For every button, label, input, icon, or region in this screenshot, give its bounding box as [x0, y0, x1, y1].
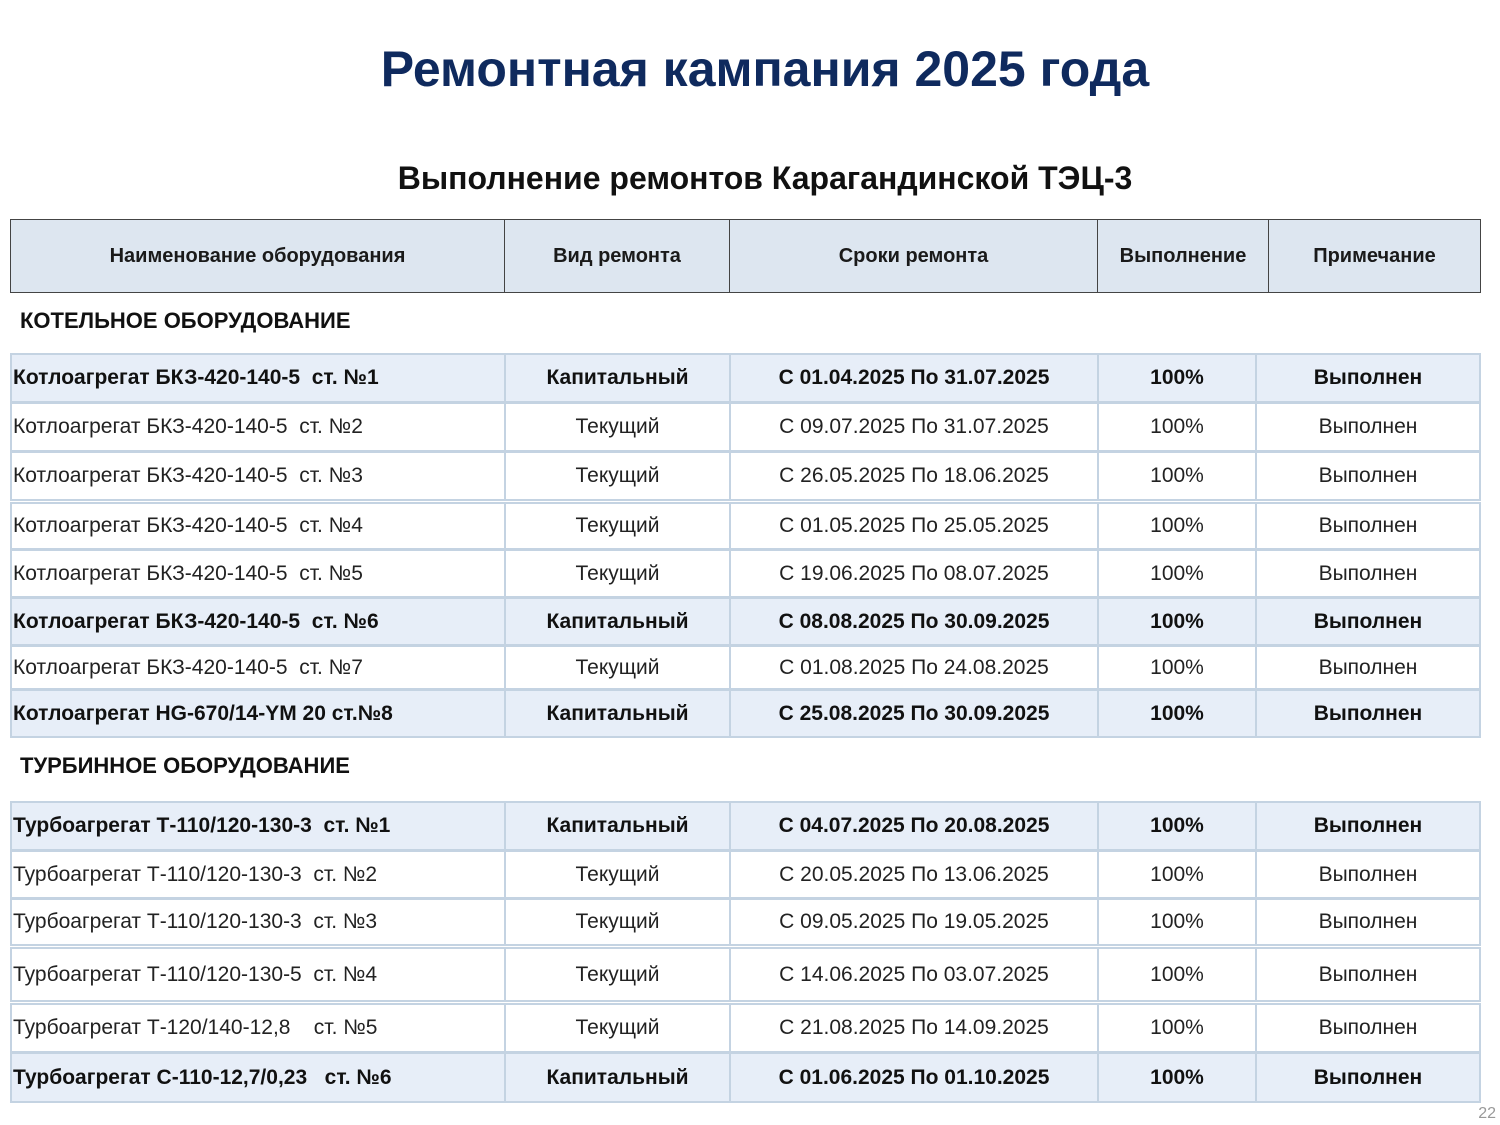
table-row — [10, 402, 1481, 452]
cell-note: Выполнен — [1318, 962, 1418, 986]
table-row — [10, 451, 1481, 501]
cell-repair-type: Капитальный — [506, 803, 731, 849]
cell-repair-period: С 19.06.2025 По 08.07.2025 — [731, 551, 1099, 596]
cell-completion: 100% — [1099, 504, 1257, 548]
table-row — [10, 801, 1481, 851]
cell-note: Выполнен — [1318, 464, 1418, 487]
header-completion: Выполнение — [1098, 220, 1269, 292]
cell-equipment-name: Котлоагрегат БКЗ-420-140-5 ст. №5 — [12, 551, 506, 596]
cell-equipment-name: Котлоагрегат HG-670/14-YM 20 ст.№8 — [12, 691, 506, 736]
cell-completion: 100% — [1099, 852, 1257, 897]
cell-note: Выполнен — [1313, 701, 1423, 725]
cell-repair-period: С 09.05.2025 По 19.05.2025 — [731, 900, 1099, 944]
cell-completion: 100% — [1099, 355, 1257, 401]
cell-repair-period: С 26.05.2025 По 18.06.2025 — [731, 453, 1099, 499]
cell-repair-period: С 21.08.2025 По 14.09.2025 — [731, 1005, 1099, 1051]
cell-equipment-name: Турбоагрегат Т-110/120-130-3 ст. №3 — [12, 900, 506, 944]
table-header — [10, 219, 1481, 293]
table-row — [10, 502, 1481, 550]
table-row — [10, 549, 1481, 598]
cell-note: Выполнен — [1318, 655, 1418, 679]
cell-completion: 100% — [1099, 691, 1257, 736]
cell-repair-type: Текущий — [506, 949, 731, 1000]
cell-note: Выполнен — [1318, 862, 1418, 886]
header-repair-type: Вид ремонта — [505, 220, 730, 292]
cell-note: Выполнен — [1318, 1016, 1418, 1039]
cell-completion: 100% — [1099, 1005, 1257, 1051]
cell-repair-type: Текущий — [506, 551, 731, 596]
cell-equipment-name: Котлоагрегат БКЗ-420-140-5 ст. №1 — [12, 355, 506, 401]
cell-note: Выполнен — [1318, 561, 1418, 585]
cell-repair-period: С 04.07.2025 По 20.08.2025 — [731, 803, 1099, 849]
section-label-boiler: КОТЕЛЬНОЕ ОБОРУДОВАНИЕ — [20, 308, 351, 333]
table-row — [10, 1052, 1481, 1103]
header-equipment-name: Наименование оборудования — [11, 220, 505, 292]
cell-repair-type: Капитальный — [506, 355, 731, 401]
table-row — [10, 850, 1481, 899]
cell-equipment-name: Турбоагрегат Т-110/120-130-3 ст. №1 — [12, 803, 506, 849]
cell-repair-period: С 01.04.2025 По 31.07.2025 — [731, 355, 1099, 401]
table-row — [10, 947, 1481, 1002]
cell-note: Выполнен — [1313, 366, 1423, 389]
cell-completion: 100% — [1099, 900, 1257, 944]
header-note: Примечание — [1313, 244, 1436, 267]
cell-repair-type: Текущий — [506, 900, 731, 944]
cell-equipment-name: Котлоагрегат БКЗ-420-140-5 ст. №7 — [12, 647, 506, 688]
cell-equipment-name: Турбоагрегат Т-110/120-130-3 ст. №2 — [12, 852, 506, 897]
cell-repair-period: С 14.06.2025 По 03.07.2025 — [731, 949, 1099, 1000]
table-row — [10, 597, 1481, 646]
cell-completion: 100% — [1099, 453, 1257, 499]
cell-note: Выполнен — [1318, 514, 1418, 537]
cell-equipment-name: Турбоагрегат Т-120/140-12,8 ст. №5 — [12, 1005, 506, 1051]
cell-repair-period: С 01.08.2025 По 24.08.2025 — [731, 647, 1099, 688]
cell-note: Выполнен — [1313, 814, 1423, 837]
cell-equipment-name: Турбоагрегат Т-110/120-130-5 ст. №4 — [12, 949, 506, 1000]
cell-equipment-name: Турбоагрегат С-110-12,7/0,23 ст. №6 — [12, 1054, 506, 1101]
cell-repair-type: Текущий — [506, 504, 731, 548]
cell-repair-type: Текущий — [506, 453, 731, 499]
cell-repair-type: Текущий — [506, 404, 731, 450]
cell-completion: 100% — [1099, 647, 1257, 688]
cell-completion: 100% — [1099, 551, 1257, 596]
cell-equipment-name: Котлоагрегат БКЗ-420-140-5 ст. №3 — [12, 453, 506, 499]
table-row — [10, 898, 1481, 946]
cell-repair-type: Текущий — [506, 1005, 731, 1051]
cell-repair-period: С 09.07.2025 По 31.07.2025 — [731, 404, 1099, 450]
cell-repair-period: С 01.05.2025 По 25.05.2025 — [731, 504, 1099, 548]
table-row — [10, 645, 1481, 690]
cell-repair-period: С 01.06.2025 По 01.10.2025 — [731, 1054, 1099, 1101]
cell-repair-type: Текущий — [506, 647, 731, 688]
table-row — [10, 689, 1481, 738]
cell-equipment-name: Котлоагрегат БКЗ-420-140-5 ст. №6 — [12, 599, 506, 644]
table-subtitle: Выполнение ремонтов Карагандинской ТЭЦ-3 — [397, 160, 1133, 196]
table-row — [10, 1003, 1481, 1053]
cell-equipment-name: Котлоагрегат БКЗ-420-140-5 ст. №2 — [12, 404, 506, 450]
cell-completion: 100% — [1099, 803, 1257, 849]
cell-repair-type: Капитальный — [506, 599, 731, 644]
cell-note: Выполнен — [1313, 609, 1423, 633]
cell-repair-type: Капитальный — [506, 691, 731, 736]
cell-repair-period: С 25.08.2025 По 30.09.2025 — [731, 691, 1099, 736]
cell-completion: 100% — [1099, 1054, 1257, 1101]
cell-note: Выполнен — [1318, 415, 1418, 438]
page-title: Ремонтная кампания 2025 года — [380, 41, 1150, 97]
cell-completion: 100% — [1099, 949, 1257, 1000]
cell-repair-type: Текущий — [506, 852, 731, 897]
cell-note: Выполнен — [1318, 910, 1418, 933]
section-label-turbine: ТУРБИННОЕ ОБОРУДОВАНИЕ — [20, 753, 350, 778]
header-repair-period: Сроки ремонта — [730, 220, 1098, 292]
cell-repair-period: С 20.05.2025 По 13.06.2025 — [731, 852, 1099, 897]
table-row — [10, 353, 1481, 403]
cell-repair-period: С 08.08.2025 По 30.09.2025 — [731, 599, 1099, 644]
cell-equipment-name: Котлоагрегат БКЗ-420-140-5 ст. №4 — [12, 504, 506, 548]
cell-completion: 100% — [1099, 404, 1257, 450]
cell-repair-type: Капитальный — [506, 1054, 731, 1101]
page-number: 22 — [1478, 1105, 1496, 1122]
cell-note: Выполнен — [1313, 1065, 1423, 1089]
cell-completion: 100% — [1099, 599, 1257, 644]
